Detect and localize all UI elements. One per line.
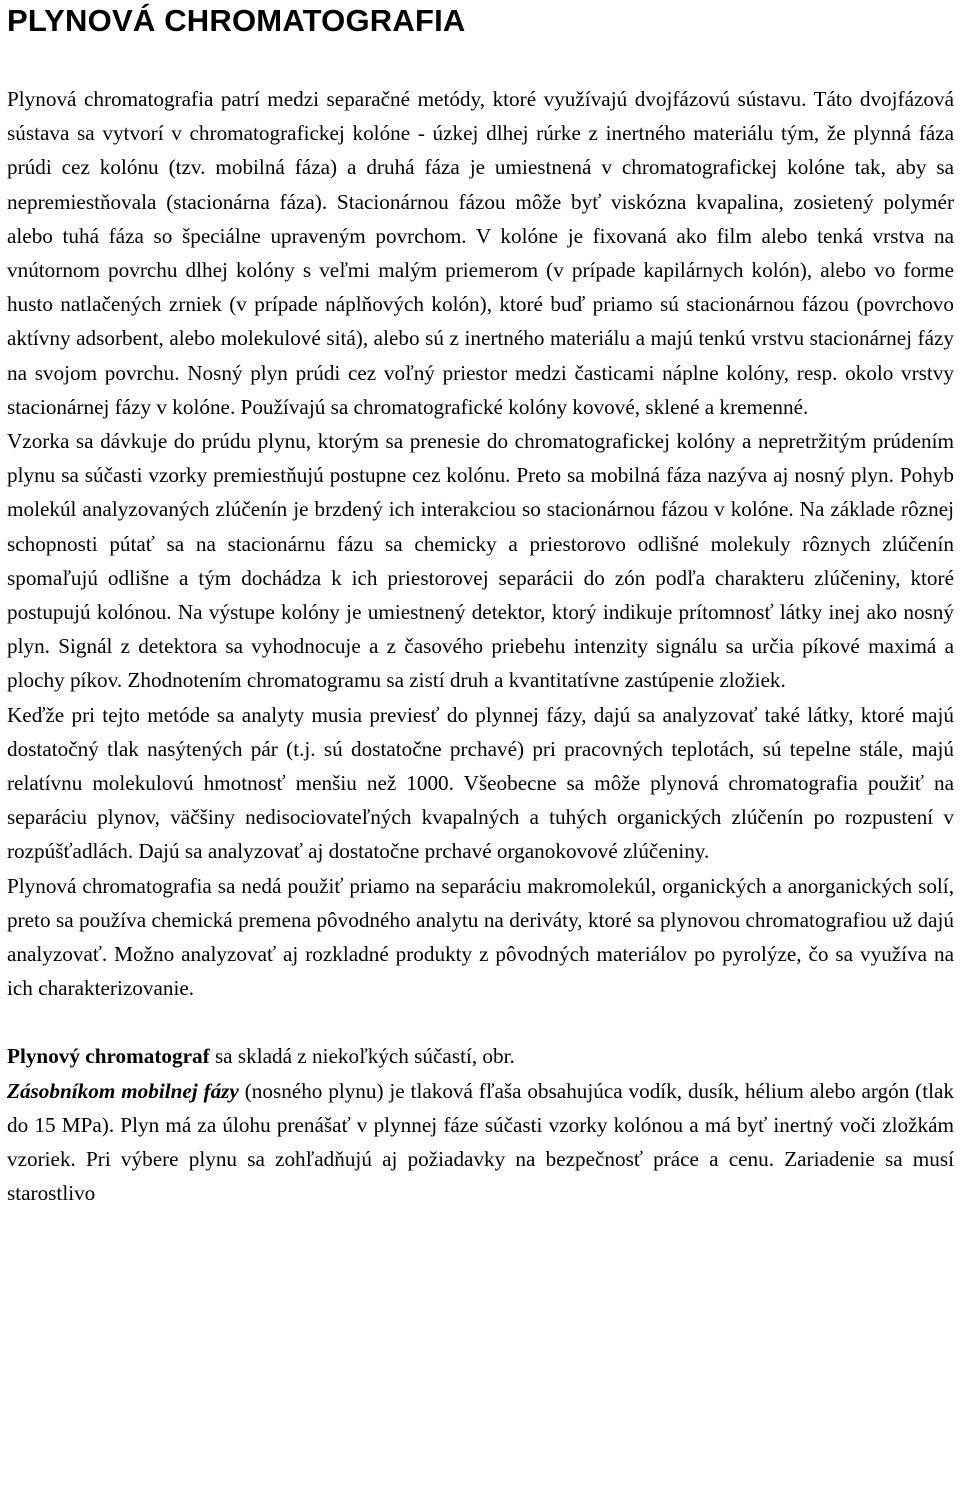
page-title: PLYNOVÁ CHROMATOGRAFIA bbox=[7, 3, 466, 38]
paragraph-limitations: Plynová chromatografia sa nedá použiť priamo na separáciu makromolekúl, organických a anorganických solí, preto sa používa chemická premena pôvodného analytu na deriváty, ktoré sa plynovou chromatografiou už dajú analyzovať. Možno analyzovať aj rozkladné produkty z pôvodných materiálov po pyrolýze, čo sa využíva na ich charakterizovanie. bbox=[7, 873, 954, 1001]
document-page bbox=[7, 0, 954, 1211]
paragraph-intro: Plynová chromatografia patrí medzi separačné metódy, ktoré využívajú dvojfázovú sústavu. Táto dvojfázová sústava sa vytvorí v chromatografickej kolóne - úzkej dlhej rúrke z inertného materiálu tým, že plynná fáza prúdi cez kolónu (tzv. mobilná fáza) a druhá fáza je umiestnená v chromatografickej kolóne tak, aby sa nepremiestňovala (stacionárna fáza). Stacionárnou fázou môže byť viskózna kvapalina, zosietený polymér alebo tuhá fáza so špeciálne upraveným povrchom. V kolóne je fixovaná ako film alebo tenká vrstva na vnútornom povrchu dlhej kolóny s veľmi malým priemerom (v prípade kapilárnych kolón), alebo vo forme husto natlačených zrniek (v prípade náplňových kolón), ktoré buď priamo sú stacionárnou fázou (povrchovo aktívny adsorbent, alebo molekulové sitá), alebo sú z inertného materiálu a majú tenkú vrstvu stacionárnej fázy na svojom povrchu. Nosný plyn prúdi cez voľný priestor medzi časticami náplne kolóny, resp. okolo vrstvy stacionárnej fázy v kolóne. Používajú sa chromatografické kolóny kovové, sklené a kremenné. bbox=[7, 87, 954, 419]
paragraph-analytes: Keďže pri tejto metóde sa analyty musia previesť do plynnej fázy, dajú sa analyzovať také látky, ktoré majú dostatočný tlak nasýtených pár (t.j. sú dostatočne prchavé) pri pracovných teplotách, sú tepelne stále, majú relatívnu molekulovú hmotnosť menšiu než 1000. Všeobecne sa môže plynová chromatografia použiť na separáciu plynov, väčšiny nedisociovateľných kvapalných a tuhých organických zlúčenín po rozpustení v rozpúšťadlách. Dajú sa analyzovať aj dostatočne prchavé organokovové zlúčeniny. bbox=[7, 702, 954, 864]
mobile-phase-reservoir-term: Zásobníkom mobilnej fázy bbox=[7, 1078, 239, 1103]
paragraph-chromatograph-parts bbox=[7, 1039, 954, 1073]
paragraph-mobile-phase-reservoir bbox=[7, 1074, 954, 1211]
section-spacer bbox=[7, 1005, 954, 1039]
chromatograph-text: sa skladá z niekoľkých súčastí, obr. bbox=[209, 1044, 515, 1069]
chromatograph-term: Plynový chromatograf bbox=[7, 1044, 210, 1069]
mobile-phase-reservoir-text: (nosného plynu) je tlaková fľaša obsahujúca vodík, dusík, hélium alebo argón (tlak do 15 MPa). Plyn má za úlohu prenášať v plynnej fáze súčasti vzorky kolónou a má byť inertný voči zložkám vzoriek. Pri výbere plynu sa zohľadňujú aj požiadavky na bezpečnosť práce a cenu. Zariadenie sa musí starostlivo bbox=[7, 1078, 954, 1206]
paragraph-sample-injection: Vzorka sa dávkuje do prúdu plynu, ktorým sa prenesie do chromatografickej kolóny a nepretržitým prúdením plynu sa súčasti vzorky premiestňujú postupne cez kolónu. Preto sa mobilná fáza nazýva aj nosný plyn. Pohyb molekúl analyzovaných zlúčenín je brzdený ich interakciou so stacionárnou fázou v kolóne. Na základe rôznej schopnosti pútať sa na stacionárnu fázu sa chemicky a priestorovo odlišné molekuly rôznych zlúčenín spomaľujú odlišne a tým dochádza k ich priestorovej separácii do zón podľa charakteru zlúčeniny, ktoré postupujú kolónou. Na výstupe kolóny je umiestnený detektor, ktorý indikuje prítomnosť látky inej ako nosný plyn. Signál z detektora sa vyhodnocuje a z časového priebehu intenzity signálu sa určia píkové maximá a plochy píkov. Zhodnotením chromatogramu sa zistí druh a kvantitatívne zastúpenie zložiek. bbox=[7, 429, 954, 693]
